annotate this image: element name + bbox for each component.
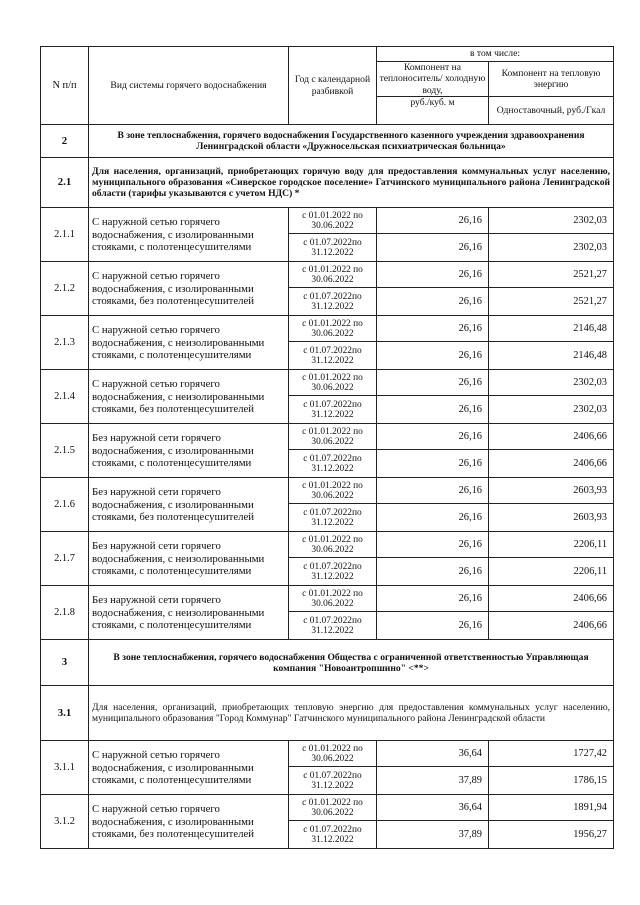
system-type: Без наружной сети горячего водоснабжения, с изолированными стояками, без полотенцесушителей [89, 478, 289, 532]
subsection-row [41, 686, 614, 741]
period-second-half: с 01.07.2022по 31.12.2022 [289, 342, 377, 370]
energy-value-first-half: 2406,66 [489, 424, 614, 450]
system-type: С наружной сетью горячего водоснабжения, с изолированными стояками, без полотенцесушителей [89, 795, 289, 849]
energy-value-second-half: 2302,03 [489, 234, 614, 262]
section-title: В зоне теплоснабжения, горячего водоснабжения Государственного казенного учреждения здравоохранения Ленинградской области «Дружносельская психиатрическая больница» [89, 125, 614, 158]
table-row [41, 316, 614, 342]
header-col-num: N п/п [41, 47, 89, 125]
subsection-number: 2.1 [41, 158, 89, 208]
carrier-value-first-half: 36,64 [377, 795, 489, 821]
system-type: Без наружной сети горячего водоснабжения, с неизолированными стояками, с полотенцесушителями [89, 532, 289, 586]
system-type: Без наружной сети горячего водоснабжения, с неизолированными стояками, с полотенцесушителями [89, 586, 289, 640]
row-number: 2.1.3 [41, 316, 89, 370]
row-number: 2.1.6 [41, 478, 89, 532]
carrier-value-first-half: 36,64 [377, 741, 489, 767]
subsection-number: 3.1 [41, 686, 89, 741]
table-row [41, 586, 614, 612]
row-number: 2.1.7 [41, 532, 89, 586]
energy-value-first-half: 1727,42 [489, 741, 614, 767]
table-row [41, 208, 614, 234]
carrier-value-second-half: 26,16 [377, 396, 489, 424]
table-row [41, 478, 614, 504]
carrier-value-first-half: 26,16 [377, 424, 489, 450]
period-first-half: с 01.01.2022 по 30.06.2022 [289, 424, 377, 450]
energy-value-second-half: 2521,27 [489, 288, 614, 316]
header-col-period: Год с календарной разбивкой [289, 47, 377, 125]
period-first-half: с 01.01.2022 по 30.06.2022 [289, 316, 377, 342]
system-type: Без наружной сети горячего водоснабжения, с изолированными стояками, с полотенцесушителями [89, 424, 289, 478]
header-comp-energy: Компонент на тепловую энергию [489, 62, 614, 97]
subsection-row [41, 158, 614, 208]
header-unit-carrier: руб./куб. м [377, 97, 489, 125]
row-number: 2.1.2 [41, 262, 89, 316]
row-number: 2.1.8 [41, 586, 89, 640]
carrier-value-first-half: 26,16 [377, 316, 489, 342]
carrier-value-second-half: 26,16 [377, 288, 489, 316]
energy-value-second-half: 1786,15 [489, 767, 614, 795]
header-comp-carrier: Компонент на теплоноситель/ холодную воду, [377, 62, 489, 97]
row-number: 3.1.1 [41, 741, 89, 795]
section-number: 3 [41, 640, 89, 686]
energy-value-first-half: 2302,03 [489, 208, 614, 234]
period-second-half: с 01.07.2022по 31.12.2022 [289, 821, 377, 849]
period-second-half: с 01.07.2022по 31.12.2022 [289, 767, 377, 795]
energy-value-second-half: 2206,11 [489, 558, 614, 586]
period-first-half: с 01.01.2022 по 30.06.2022 [289, 795, 377, 821]
carrier-value-second-half: 37,89 [377, 821, 489, 849]
carrier-value-second-half: 26,16 [377, 612, 489, 640]
table-row [41, 741, 614, 767]
period-second-half: с 01.07.2022по 31.12.2022 [289, 288, 377, 316]
energy-value-first-half: 2406,66 [489, 586, 614, 612]
system-type: С наружной сетью горячего водоснабжения, с изолированными стояками, с полотенцесушителями [89, 741, 289, 795]
carrier-value-second-half: 26,16 [377, 234, 489, 262]
period-first-half: с 01.01.2022 по 30.06.2022 [289, 208, 377, 234]
section-row [41, 640, 614, 686]
table-row [41, 262, 614, 288]
table-row [41, 424, 614, 450]
energy-value-second-half: 2406,66 [489, 450, 614, 478]
period-second-half: с 01.07.2022по 31.12.2022 [289, 612, 377, 640]
period-first-half: с 01.01.2022 по 30.06.2022 [289, 586, 377, 612]
header-unit-energy: Одноставочный, руб./Гкал [489, 97, 614, 125]
document-page [40, 46, 614, 849]
carrier-value-first-half: 26,16 [377, 262, 489, 288]
period-first-half: с 01.01.2022 по 30.06.2022 [289, 741, 377, 767]
period-first-half: с 01.01.2022 по 30.06.2022 [289, 532, 377, 558]
energy-value-first-half: 2206,11 [489, 532, 614, 558]
subsection-title: Для населения, организаций, приобретающих горячую воду для предоставления коммунальных услуг населению, муниципального образования «Сиверское городское поселение» Гатчинского муниципального района Ленинградской области (тарифы указываются с учетом НДС) * [89, 158, 614, 208]
system-type: С наружной сетью горячего водоснабжения, с неизолированными стояками, с полотенцесушителями [89, 316, 289, 370]
table-header [41, 47, 614, 125]
carrier-value-first-half: 26,16 [377, 586, 489, 612]
energy-value-first-half: 2603,93 [489, 478, 614, 504]
energy-value-first-half: 1891,94 [489, 795, 614, 821]
section-title: В зоне теплоснабжения, горячего водоснабжения Общества с ограниченной ответственностью Управляющая компания "Новоантропшино" <**> [89, 640, 614, 686]
table-row [41, 795, 614, 821]
system-type: С наружной сетью горячего водоснабжения, с изолированными стояками, с полотенцесушителями [89, 208, 289, 262]
carrier-value-first-half: 26,16 [377, 478, 489, 504]
carrier-value-second-half: 26,16 [377, 504, 489, 532]
period-second-half: с 01.07.2022по 31.12.2022 [289, 504, 377, 532]
carrier-value-second-half: 26,16 [377, 450, 489, 478]
energy-value-second-half: 2146,48 [489, 342, 614, 370]
table-row [41, 370, 614, 396]
period-second-half: с 01.07.2022по 31.12.2022 [289, 396, 377, 424]
row-number: 2.1.4 [41, 370, 89, 424]
system-type: С наружной сетью горячего водоснабжения, с изолированными стояками, без полотенцесушителей [89, 262, 289, 316]
energy-value-second-half: 2406,66 [489, 612, 614, 640]
carrier-value-first-half: 26,16 [377, 532, 489, 558]
energy-value-second-half: 2603,93 [489, 504, 614, 532]
period-first-half: с 01.01.2022 по 30.06.2022 [289, 478, 377, 504]
carrier-value-second-half: 26,16 [377, 558, 489, 586]
energy-value-first-half: 2302,03 [489, 370, 614, 396]
energy-value-first-half: 2146,48 [489, 316, 614, 342]
period-first-half: с 01.01.2022 по 30.06.2022 [289, 262, 377, 288]
table-body [41, 125, 614, 849]
row-number: 2.1.1 [41, 208, 89, 262]
carrier-value-second-half: 26,16 [377, 342, 489, 370]
period-second-half: с 01.07.2022по 31.12.2022 [289, 234, 377, 262]
period-second-half: с 01.07.2022по 31.12.2022 [289, 450, 377, 478]
table-row [41, 532, 614, 558]
header-col-system: Вид системы горячего водоснабжения [89, 47, 289, 125]
period-first-half: с 01.01.2022 по 30.06.2022 [289, 370, 377, 396]
tariff-table [40, 46, 614, 849]
carrier-value-second-half: 37,89 [377, 767, 489, 795]
carrier-value-first-half: 26,16 [377, 370, 489, 396]
subsection-title: Для населения, организаций, приобретающих тепловую энергию для предоставления коммунальных услуг населению, муниципального образования "Город Коммунар" Гатчинского муниципального района Ленинградской области [89, 686, 614, 741]
period-second-half: с 01.07.2022по 31.12.2022 [289, 558, 377, 586]
energy-value-second-half: 1956,27 [489, 821, 614, 849]
section-number: 2 [41, 125, 89, 158]
header-including: в том числе: [377, 47, 614, 62]
system-type: С наружной сетью горячего водоснабжения, с неизолированными стояками, без полотенцесушителей [89, 370, 289, 424]
carrier-value-first-half: 26,16 [377, 208, 489, 234]
row-number: 3.1.2 [41, 795, 89, 849]
energy-value-first-half: 2521,27 [489, 262, 614, 288]
section-row [41, 125, 614, 158]
row-number: 2.1.5 [41, 424, 89, 478]
energy-value-second-half: 2302,03 [489, 396, 614, 424]
